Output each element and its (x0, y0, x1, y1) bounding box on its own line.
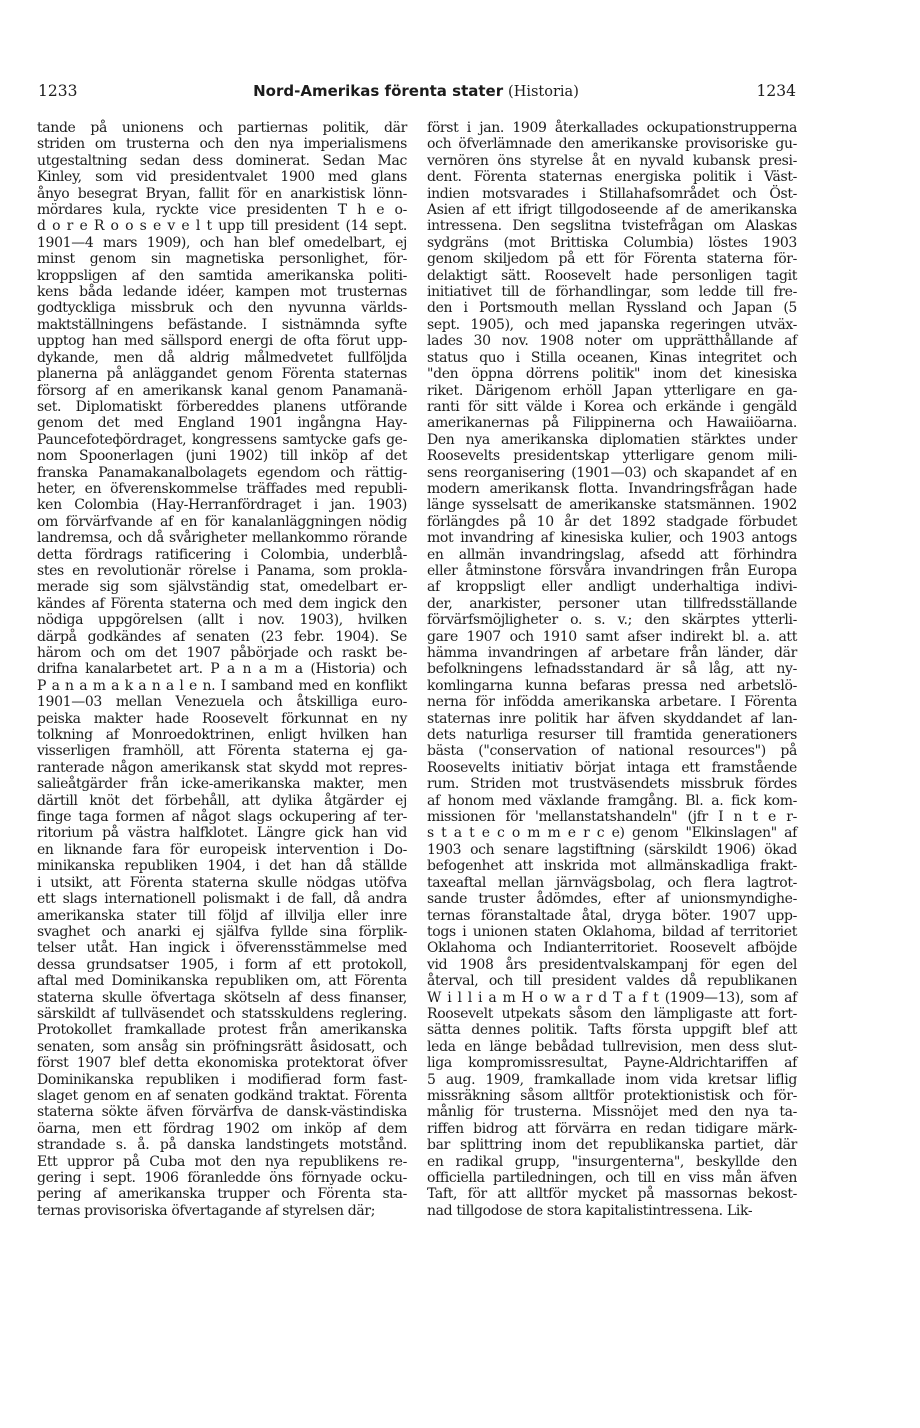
text-line: Roosevelts initiativ börjat intaga ett framstående (427, 759, 797, 776)
column-gutter (417, 118, 418, 1428)
text-line: telser utåt. Han ingick i öfverensstämmelse med (37, 940, 407, 957)
text-line: komlingarna kunna befaras pressa ned arbetslö- (427, 677, 797, 694)
text-line: återval, och till president valdes då republikanen (427, 973, 797, 990)
text-line: ternas föranstaltade åtal, dryga böter. 1907 upp- (427, 907, 797, 924)
text-line: nödiga uppgörelsen (allt i nov. 1903), hvilken (37, 612, 407, 629)
text-line: drifna kanalarbetet art. P a n a m a (Historia) och (37, 661, 407, 678)
text-line: salieåtgärder från icke-amerikanska makter, men (37, 776, 407, 793)
text-line: staterna skulle öfvertaga skötseln af dess finanser, (37, 989, 407, 1006)
text-line: Den nya amerikanska diplomatien stärktes under (427, 431, 797, 448)
text-line: svaghet och anarki ej själfva fyllde sina förplik- (37, 923, 407, 940)
text-line: sens reorganisering (1901—03) och skapandet af en (427, 464, 797, 481)
text-line: maktställningens befästande. I sistnämnda syfte (37, 316, 407, 333)
text-line: särskildt af tullväsendet och statsskuldens reglering. (37, 1005, 407, 1022)
text-line: aftal med Dominikanska republiken om, att Förenta (37, 973, 407, 990)
text-line: minikanska republiken 1904, i det han då ställde (37, 858, 407, 875)
text-line: "den öppna dörrens politik" inom det kinesiska (427, 366, 797, 383)
text-line: eller åtminstone försvåra invandringen från Europa (427, 562, 797, 579)
text-line: en radikal grupp, "insurgenterna", beskyllde den (427, 1153, 797, 1170)
text-line: W i l l i a m H o w a r d T a f t (1909—13), som af (427, 989, 797, 1006)
text-line: mot invandring af kinesiska kulier, och 1903 antogs (427, 530, 797, 547)
text-line: bästa ("conservation of national resources") på (427, 743, 797, 760)
text-line: modern amerikansk flotta. Invandringsfrågan hade (427, 480, 797, 497)
text-line: försorg af en amerikansk kanal genom Panamanä- (37, 382, 407, 399)
text-line: togs i unionen staten Oklahoma, bildad af territoriet (427, 923, 797, 940)
text-line: 1903 och senare lagstiftning (särskildt 1906) ökad (427, 841, 797, 858)
text-line: dets naturliga resurser till framtida generationers (427, 727, 797, 744)
text-line: en liknande fara för europeisk intervention i Do- (37, 841, 407, 858)
text-line: strandade s. å. på danska landstingets motstånd. (37, 1137, 407, 1154)
text-line: missionen för 'mellanstatshandeln" (jfr I n t e r- (427, 809, 797, 826)
text-line: ternas provisoriska öfvertagande af styrelsen där; (37, 1202, 376, 1219)
text-line: taxeaftal mellan järnvägsbolag, och flera lagtrot- (427, 874, 797, 891)
text-line: officiella partiledningen, och till en viss mån äfven (427, 1170, 797, 1186)
text-line: genom det med England 1901 ingångna Hay- (37, 415, 407, 432)
text-line: och öfverlämnade den amerikanske provisoriske gu- (427, 136, 797, 153)
text-line: rum. Striden mot trustväsendets missbruk fördes (427, 776, 797, 793)
text-line: ett slags internationell polismakt i de fall, då andra (37, 891, 407, 908)
text-line: sydgräns (mot Brittiska Columbia) löstes 1903 (427, 234, 797, 251)
text-line: dent. Förenta staternas energiska politik i Väst- (427, 169, 797, 186)
text-line: detta fördrags ratificering i Colombia, underblå- (37, 546, 407, 563)
text-line: merade sig som självständig stat, omedelbart er- (37, 579, 407, 596)
text-line: förvärfsmöjligheter o. s. v.; den skärptes ytterli- (427, 612, 797, 629)
text-line: utgestaltning sedan dess dominerat. Sedan Mac (37, 152, 407, 169)
text-line: der, anarkister, personer utan tillfredsställande (427, 595, 797, 612)
text-line: visserligen framhöll, att Förenta staterna ej ga- (37, 743, 407, 760)
text-line: status quo i Stilla oceanen, Kinas integritet och (427, 349, 797, 366)
text-line: amerikanska stater till följd af illvilja eller inre (37, 907, 407, 924)
text-line: i utsikt, att Förenta staterna skulle nödgas utöfva (37, 874, 407, 891)
text-line: Ett uppror på Cuba mot den nya republikens re- (37, 1153, 407, 1170)
text-line: delaktigt sätt. Roosevelt hade personligen tagit (427, 267, 797, 284)
text-line: om förvärfvande af en för kanalanläggningen nödig (37, 513, 407, 530)
text-line: planerna på anläggandet genom Förenta staternas (37, 366, 407, 383)
text-line: ranti för sitt välde i Korea och erkände i gengäld (427, 398, 797, 415)
text-line: af honom med växlande framgång. Bl. a. fick kom- (427, 792, 797, 809)
text-line: sept. 1905), och med japanska regeringen utväx- (427, 316, 797, 333)
text-line: nad tillgodose de stora kapitalistintressena. Lik- (427, 1202, 753, 1219)
text-line: riket. Därigenom erhöll Japan ytterligare en ga- (427, 382, 797, 399)
text-line: missräkning såsom alltför protektionistisk och för- (427, 1087, 797, 1104)
running-title-sub: (Historia) (508, 84, 579, 100)
text-line: vernören öns styrelse åt en nyvald kubansk presi- (427, 152, 797, 169)
text-line: ken Colombia (Hay-Herranfördraget i jan. 1903) (37, 497, 407, 514)
right-text-column (427, 120, 797, 1219)
text-line: godtyckliga missbruk och den nyvunna världs- (37, 300, 407, 317)
text-line: först 1907 blef detta ekonomiska protektorat öfver (37, 1055, 407, 1072)
text-line: Protokollet framkallade protest från amerikanska (37, 1022, 407, 1039)
text-line: peiska makter hade Roosevelt förkunnat en ny (37, 710, 407, 727)
text-line: nom Spoonerlagen (juni 1902) till inköp af det (37, 448, 407, 465)
text-line: d o r e R o o s e v e l t upp till president (14 sept. (37, 218, 407, 235)
text-line: 1901—4 mars 1909), och han blef omedelbart, ej (37, 234, 407, 251)
text-line: mördares kula, ryckte vice presidenten T h e o- (37, 202, 407, 219)
text-line: månlig för trusterna. Missnöjet med den nya ta- (427, 1104, 797, 1121)
text-line: kens båda ledande idéer, kampen mot trusternas (37, 284, 407, 301)
text-line: P a n a m a k a n a l e n. I samband med en konflikt (37, 677, 407, 694)
page-number-left: 1233 (38, 82, 78, 100)
text-line: intressena. Den segslitna tvistefrågan om Alaskas (427, 218, 797, 235)
text-line: staterna sökte äfven förvärfva de dansk-västindiska (37, 1104, 407, 1121)
text-line: Pauncefoteфördraget, kongressens samtycke gafs ge- (37, 431, 407, 448)
text-line: vid 1908 års presidentvalskampanj för egen del (427, 956, 797, 973)
text-line: sätta dennes politik. Tafts första uppgift blef att (427, 1022, 797, 1039)
text-line: öarna, men ett fördrag 1902 om inköp af dem (37, 1120, 407, 1137)
text-line: liga kompromissresultat, Payne-Aldrichtariffen af (427, 1055, 797, 1072)
text-line: därtill knöt det förbehåll, att dylika åtgärder ej (37, 792, 407, 809)
text-line: af kroppsligt eller andligt underhaltiga indivi- (427, 579, 797, 596)
text-line: förlängdes på 10 år det 1892 stadgade förbudet (427, 513, 797, 530)
text-line: kroppsligen af den samtida amerikanska politi- (37, 267, 407, 284)
text-line: tolkning af Monroedoktrinen, enligt hvilken han (37, 727, 407, 744)
text-line: riffen bidrog att förvärra en redan tidigare märk- (427, 1120, 797, 1137)
text-line: tande på unionens och partiernas politik, där (37, 120, 407, 136)
text-line: sande truster ådömdes, efter af unionsmyndighe- (427, 891, 797, 908)
text-line: befogenhet att inskrida mot allmänskadliga frakt- (427, 858, 797, 875)
text-line: indien motsvarades i Stillahafsområdet och Öst- (427, 185, 797, 202)
page-header (36, 82, 796, 104)
text-line: leda en länge bebådad tullrevision, men dess slut- (427, 1038, 797, 1055)
text-line: landremsa, och då svårigheter mellankommo rörande (37, 530, 407, 547)
running-title (36, 82, 796, 100)
text-line: s t a t e c o m m e r c e) genom "Elkinslagen" af (427, 825, 797, 842)
text-line: striden om trusterna och den nya imperialismens (37, 136, 407, 153)
text-line: den i Portsmouth mellan Ryssland och Japan (5 (427, 300, 797, 317)
text-line: pering af amerikanska trupper och Förenta sta- (37, 1186, 407, 1203)
text-line: gare 1907 och 1910 samt afser indirekt bl. a. att (427, 628, 797, 645)
text-line: dykande, men då aldrig målmedvetet fullföljda (37, 349, 407, 366)
text-line: finge taga formen af något slags ockupering af ter- (37, 809, 407, 826)
text-line: senaten, som ansåg sin pröfningsrätt åsidosatt, och (37, 1038, 407, 1055)
text-line: härom och om det 1907 påbörjade och raskt be- (37, 645, 407, 661)
left-text-column (37, 120, 407, 1219)
text-line: set. Diplomatiskt förbereddes planens utförande (37, 398, 407, 415)
text-line: kändes af Förenta staterna och med dem ingick den (37, 595, 407, 612)
text-line: Roosevelt utpekats såsom den lämpligaste att fort- (427, 1005, 797, 1022)
text-line: lades 30 nov. 1908 noter om upprätthållande af (427, 333, 797, 350)
text-line: Roosevelts presidentskap ytterligare genom mili- (427, 448, 797, 465)
text-line: Taft, för att alltför mycket på massornas bekost- (427, 1186, 797, 1203)
text-line: befolkningens lefnadsstandard är så låg, att ny- (427, 661, 797, 678)
text-line: upptog han med sällspord energi de ofta förut upp- (37, 333, 407, 350)
text-line: 1901—03 mellan Venezuela och åtskilliga euro- (37, 694, 407, 711)
text-line: minst genom sin magnetiska personlighet, för- (37, 251, 407, 268)
text-line: bar splittring inom det republikanska partiet, där (427, 1137, 797, 1154)
text-line: hämma invandringen af arbetare från länder, där (427, 645, 797, 661)
running-title-main: Nord-Amerikas förenta stater (253, 82, 504, 100)
text-line: heter, en öfverenskommelse träffades med republi- (37, 480, 407, 497)
text-line: slaget genom en af senaten godkänd traktat. Förenta (37, 1087, 407, 1104)
text-line: 5 aug. 1909, framkallade inom vida kretsar liflig (427, 1071, 797, 1088)
text-line: Asien af ett ifrigt tillgodoseende af de amerikanska (427, 202, 797, 219)
text-line: först i jan. 1909 återkallades ockupationstrupperna (427, 120, 797, 136)
text-line: nerna för infödda amerikanska arbetare. I Förenta (427, 694, 797, 711)
text-line: ranterade någon amerikansk stat skydd mot repres- (37, 759, 407, 776)
text-line: franska Panamakanalbolagets egendom och rättig- (37, 464, 407, 481)
text-line: ånyo besegrat Bryan, fallit för en anarkistisk lönn- (37, 185, 407, 202)
text-line: genom skiljedom på ett för Förenta staterna för- (427, 251, 797, 268)
text-line: Oklahoma och Indianterritoriet. Roosevelt afböjde (427, 940, 797, 957)
text-line: ritorium på västra halfklotet. Längre gick han vid (37, 825, 407, 842)
text-line: stes en revolutionär rörelse i Panama, som prokla- (37, 562, 407, 579)
text-line: länge sysselsatt de amerikanske statsmännen. 1902 (427, 497, 797, 514)
page-number-right: 1234 (756, 82, 796, 100)
text-line: gering i sept. 1906 föranledde öns förnyade ocku- (37, 1170, 407, 1186)
text-line: amerikanernas på Filippinerna och Hawaiiöarna. (427, 415, 797, 432)
text-line: en allmän invandringslag, afsedd att förhindra (427, 546, 797, 563)
text-line: initiativet till de förhandlingar, som ledde till fre- (427, 284, 797, 301)
text-line: staternas inre politik har äfven skyddandet af lan- (427, 710, 797, 727)
text-line: Dominikanska republiken i modifierad form fast- (37, 1071, 407, 1088)
text-line: Kinley, som vid presidentvalet 1900 med glans (37, 169, 407, 186)
text-line: därpå godkändes af senaten (23 febr. 1904). Se (37, 628, 407, 645)
text-line: dessa grundsatser 1905, i form af ett protokoll, (37, 956, 407, 973)
